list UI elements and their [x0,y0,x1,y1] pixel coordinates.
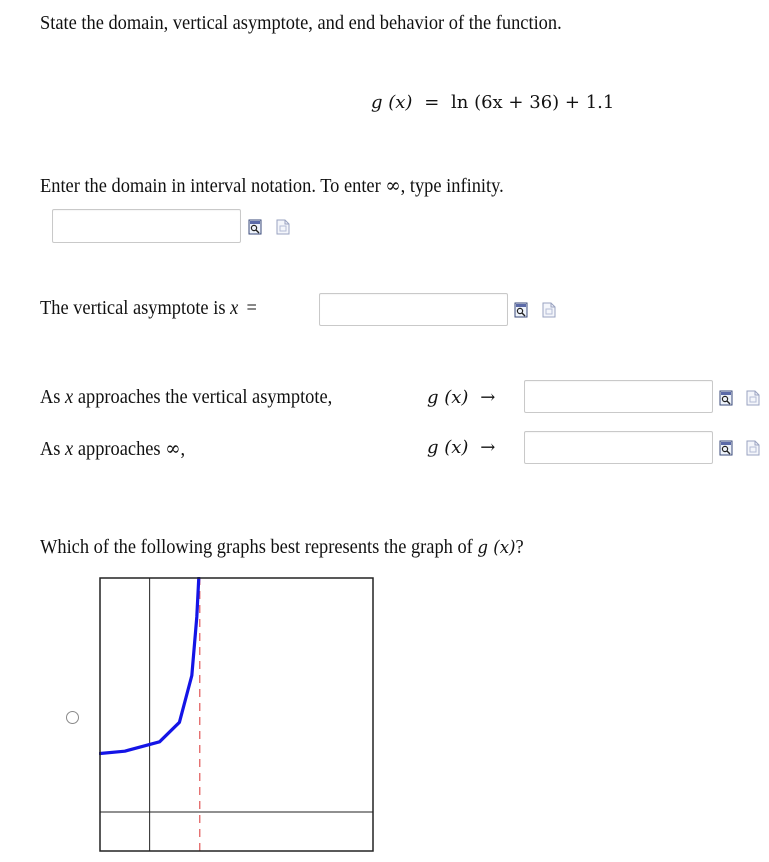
row2-fn: g (x) [427,437,469,458]
domain-input[interactable] [52,209,241,243]
preview-icon[interactable] [248,219,262,235]
graph-option-radio[interactable] [66,711,79,724]
help-icon[interactable] [746,390,760,406]
domain-instruction-prefix: Enter the domain in interval notation. To enter [40,175,381,197]
row2-infinity: ∞ [165,436,181,460]
graph-question [40,537,524,557]
graph-question-fn: g (x) [477,537,516,558]
function-eq: = [424,92,440,113]
row1-var: x [65,386,74,408]
domain-instruction-suffix: , type infinity. [400,175,504,197]
question-prompt: State the domain, vertical asymptote, and end behavior of the function. [40,12,562,34]
row2-prefix: As [40,438,61,460]
graph-question-prefix: Which of the following graphs best represents the graph of [40,536,473,558]
end-behavior-row1-fn [427,389,495,407]
asymptote-input[interactable] [319,293,508,326]
graph-frame [100,578,373,851]
end-behavior-row2-label [40,438,185,459]
end-behavior-infinity-input[interactable] [524,431,713,464]
help-icon[interactable] [746,440,760,456]
graph-option-chart[interactable] [99,577,374,853]
preview-icon[interactable] [719,440,733,456]
preview-icon[interactable] [514,302,528,318]
asymptote-label [40,298,257,318]
end-behavior-row2-fn [427,439,495,457]
row2-arrow: → [480,437,496,458]
help-icon[interactable] [276,219,290,235]
row1-arrow: → [480,387,496,408]
infinity-symbol: ∞ [385,173,401,197]
row1-prefix: As [40,386,61,408]
row2-suffix: approaches [77,438,161,460]
domain-instruction [40,175,504,196]
row1-fn: g (x) [427,387,469,408]
end-behavior-row1-label [40,387,332,407]
row2-var: x [65,438,74,460]
function-lhs: g (x) [371,92,413,113]
function-rhs: ln (6x + 36) + 1.1 [451,92,615,113]
graph-question-suffix: ? [515,536,524,558]
preview-icon[interactable] [719,390,733,406]
help-icon[interactable] [542,302,556,318]
row1-suffix: approaches the vertical asymptote, [77,386,333,408]
asymptote-eq: = [246,297,257,319]
asymptote-var: x [230,297,239,319]
function-display [371,94,614,112]
end-behavior-asymptote-input[interactable] [524,380,713,413]
row2-comma: , [180,438,186,460]
asymptote-label-prefix: The vertical asymptote is [40,297,226,319]
